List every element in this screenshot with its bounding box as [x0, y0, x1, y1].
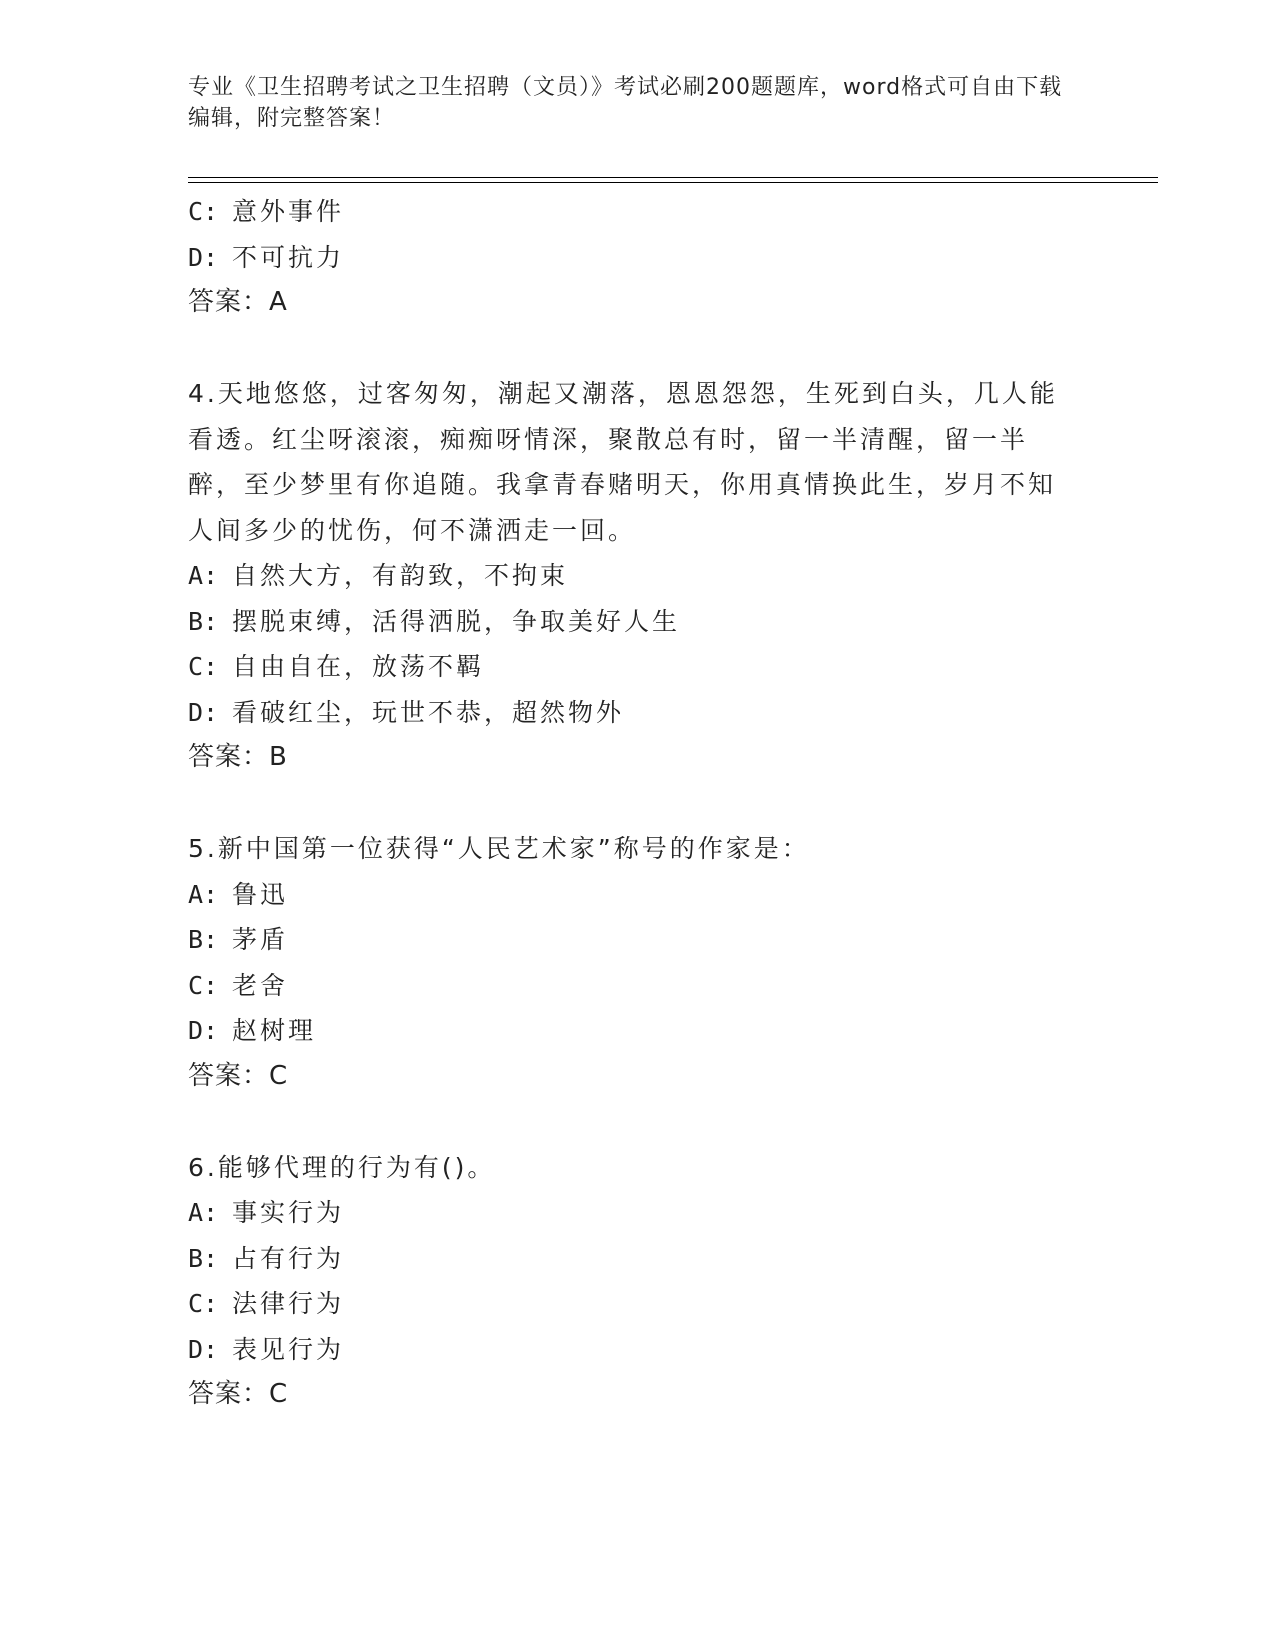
- option-c: [188, 644, 1068, 690]
- option-b: [188, 917, 1068, 963]
- answer-line: [188, 1054, 1068, 1100]
- option-key: C:: [188, 970, 219, 1000]
- answer-label: 答案：: [188, 1379, 270, 1409]
- option-text: 鲁迅: [232, 879, 289, 909]
- option-text: 自由自在，放荡不羁: [232, 652, 485, 681]
- option-key: B:: [188, 1243, 219, 1273]
- option-key: D:: [188, 1016, 219, 1045]
- document-header: 专业《卫生招聘考试之卫生招聘（文员）》考试必刷200题题库，word格式可自由下载编辑，附完整答案！: [188, 75, 1063, 131]
- option-key: A:: [188, 879, 219, 909]
- question-5: [188, 826, 1068, 1099]
- answer-value: C: [269, 1060, 289, 1091]
- option-key: D:: [188, 1334, 219, 1364]
- option-text: 赵树理: [232, 1016, 317, 1045]
- option-text: 表见行为: [232, 1334, 345, 1364]
- option-b: [188, 1236, 1068, 1282]
- option-text: 摆脱束缚，活得洒脱，争取美好人生: [232, 606, 681, 636]
- answer-label: 答案：: [188, 742, 270, 772]
- option-b: [188, 599, 1068, 645]
- answer-label: 答案：: [188, 287, 270, 317]
- question-stem: 4.天地悠悠，过客匆匆，潮起又潮落，恩恩怨怨，生死到白头，几人能看透。红尘呀滚滚，痴痴呀情深，聚散总有时，留一半清醒，留一半醉，至少梦里有你追随。我拿青春赌明天，你用真情换此生，岁月不知人间多少的忧伤，何不潇洒走一回。: [188, 379, 1058, 545]
- answer-line: [188, 1372, 1068, 1418]
- option-key: D:: [188, 242, 219, 272]
- option-key: C:: [188, 197, 219, 226]
- option-d: [188, 235, 1068, 281]
- answer-value: C: [269, 1379, 289, 1409]
- option-c: [188, 963, 1068, 1009]
- option-key: C:: [188, 652, 219, 681]
- option-text: 占有行为: [232, 1243, 345, 1273]
- option-key: D:: [188, 697, 219, 727]
- option-key: C:: [188, 1289, 219, 1318]
- option-d: [188, 690, 1068, 736]
- option-text: 事实行为: [232, 1198, 345, 1227]
- option-text: 茅盾: [232, 925, 289, 954]
- spacer: [188, 326, 1068, 372]
- option-c: [188, 189, 1068, 235]
- option-key: A:: [188, 1198, 219, 1227]
- option-a: [188, 553, 1068, 599]
- option-text: 自然大方，有韵致，不拘束: [232, 561, 569, 590]
- answer-value: B: [269, 742, 288, 772]
- answer-line: [188, 280, 1068, 326]
- question-stem: 5.新中国第一位获得“人民艺术家”称号的作家是：: [188, 834, 810, 863]
- question-list: [188, 189, 1068, 1418]
- option-text: 法律行为: [232, 1289, 345, 1318]
- option-c: [188, 1281, 1068, 1327]
- option-text: 老舍: [232, 970, 289, 1000]
- option-d: [188, 1327, 1068, 1373]
- question-3-continued: [188, 189, 1068, 326]
- option-text: 看破红尘，玩世不恭，超然物外: [232, 697, 625, 727]
- question-4: [188, 371, 1068, 781]
- answer-label: 答案：: [188, 1060, 270, 1091]
- option-text: 不可抗力: [232, 242, 345, 272]
- header-rule-top: [188, 177, 1158, 178]
- answer-value: A: [269, 287, 288, 317]
- question-stem: 6.能够代理的行为有()。: [188, 1152, 496, 1182]
- spacer: [188, 1099, 1068, 1145]
- option-d: [188, 1008, 1068, 1054]
- option-key: B:: [188, 925, 219, 954]
- question-6: [188, 1145, 1068, 1418]
- option-a: [188, 872, 1068, 918]
- answer-line: [188, 735, 1068, 781]
- header-rule-bottom: [188, 182, 1158, 183]
- option-key: A:: [188, 561, 219, 590]
- option-text: 意外事件: [232, 197, 345, 226]
- spacer: [188, 781, 1068, 827]
- option-a: [188, 1190, 1068, 1236]
- option-key: B:: [188, 606, 219, 636]
